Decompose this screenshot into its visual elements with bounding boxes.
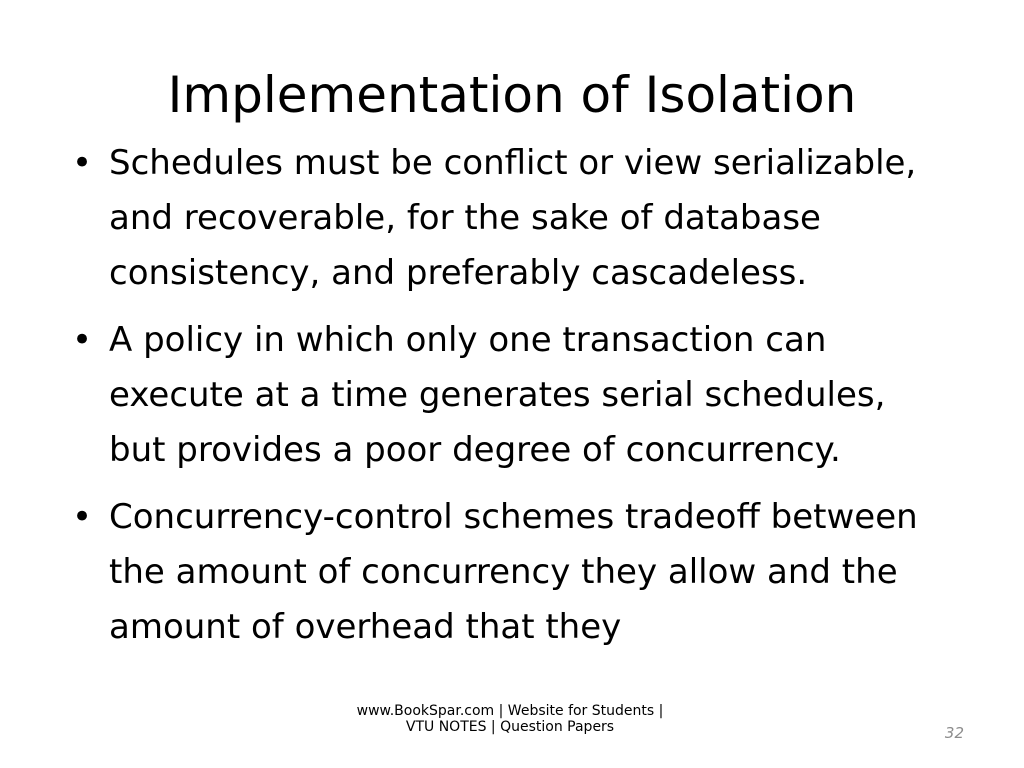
bullet-text: Schedules must be conflict or view serializable, and recoverable, for the sake of database consistency, and preferably cascadeless. [109,143,917,293]
bullet-dot-icon: • [72,497,93,537]
slide-title: Implementation of Isolation [167,66,857,124]
bullet-dot-icon: • [72,320,93,360]
bullet-list [72,136,952,667]
bullet-item [72,136,952,301]
bullet-item [72,490,952,655]
bullet-dot-icon: • [72,143,93,183]
bullet-text: Concurrency-control schemes tradeoff between the amount of concurrency they allow and the amount of overhead that they [109,497,918,647]
bullet-text: A policy in which only one transaction can execute at a time generates serial schedules, but provides a poor degree of concurrency. [109,320,886,470]
page-number: 32 [944,724,964,742]
bullet-item [72,313,952,478]
footer-text: www.BookSpar.com | Website for Students | VTU NOTES | Question Papers [356,703,664,735]
